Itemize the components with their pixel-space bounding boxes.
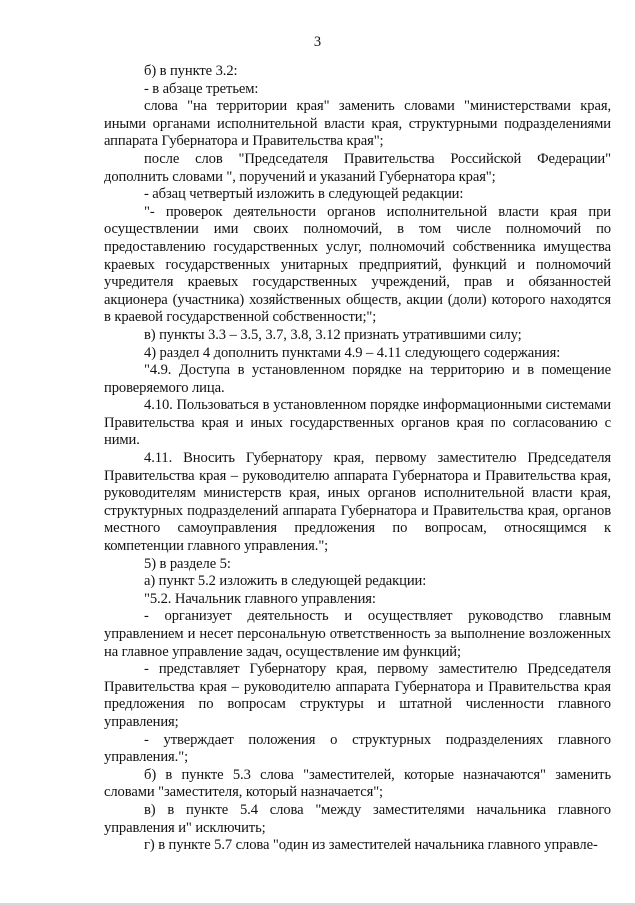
- paragraph-6: "- проверок деятельности органов исполнительной власти края при осуществлении ими своих полномочий, в том числе полномочий по предоставлению государственных услуг, полномочий собственника имущества краевых государственных унитарных предприятий, функций и полномочий учредителя краевых государственных учреждений, прав и обязанностей акционера (участника) хозяйственных обществ, акции (доли) которого находятся в краевой государственной собственности;";: [104, 203, 611, 326]
- paragraph-2: - в абзаце третьем:: [144, 80, 259, 97]
- paragraph-13: а) пункт 5.2 изложить в следующей редакции:: [144, 573, 427, 590]
- paragraph-12: 5) в разделе 5:: [144, 555, 231, 572]
- page-number: 3: [313, 34, 322, 50]
- paragraph-5: - абзац четвертый изложить в следующей редакции:: [144, 186, 464, 203]
- paragraph-10: 4.10. Пользоваться в установленном порядке информационными системами Правительства края и иных государственных органов края по согласованию с ними.: [104, 397, 611, 449]
- paragraph-14: "5.2. Начальник главного управления:: [144, 590, 376, 607]
- paragraph-3: слова "на территории края" заменить словами "министерствами края, иными органами исполнительной власти края, структурными подразделениями аппарата Губернатора и Правительства края";: [104, 98, 611, 150]
- paragraph-4: после слов "Председателя Правительства Российской Федерации" дополнить словами ", поручений и указаний Губернатора края";: [104, 150, 611, 185]
- paragraph-19: в) в пункте 5.4 слова "между заместителями начальника главного управления и" исключить;: [104, 801, 611, 836]
- paragraph-9: "4.9. Доступа в установленном порядке на территорию и в помещение проверяемого лица.: [104, 362, 611, 396]
- paragraph-18: б) в пункте 5.3 слова "заместителей, которые назначаются" заменить словами "заместителя, который назначается";: [104, 766, 611, 801]
- paragraph-20: г) в пункте 5.7 слова "один из заместителей начальника главного управле-: [144, 837, 598, 854]
- paragraph-17: - утверждает положения о структурных подразделениях главного управления.";: [104, 731, 611, 766]
- paragraph-16: - представляет Губернатору края, первому заместителю Председателя Правительства края – руководителю аппарата Губернатора и Правительства края предложения по вопросам структуры и штатной численности главного управления;: [104, 661, 611, 730]
- paragraph-7: в) пункты 3.3 – 3.5, 3.7, 3.8, 3.12 признать утратившими силу;: [144, 326, 522, 343]
- paragraph-1: б) в пункте 3.2:: [144, 63, 238, 79]
- document-body: [104, 63, 611, 855]
- paragraph-15: - организует деятельность и осуществляет руководство главным управлением и несет персональную ответственность за выполнение возложенных на главное управление задач, осуществление им функций;: [104, 608, 611, 660]
- paragraph-11: 4.11. Вносить Губернатору края, первому заместителю Председателя Правительства края – руководителю аппарата Губернатора и Правительства края, руководителям министерств края, иных органов исполнительной власти края, структурных подразделений аппарата Губернатора и Правительства края, органов местного самоуправления предложения по вопросам, относящимся к компетенции главного управления.";: [104, 450, 611, 555]
- paragraph-8: 4) раздел 4 дополнить пунктами 4.9 – 4.11 следующего содержания:: [144, 344, 561, 361]
